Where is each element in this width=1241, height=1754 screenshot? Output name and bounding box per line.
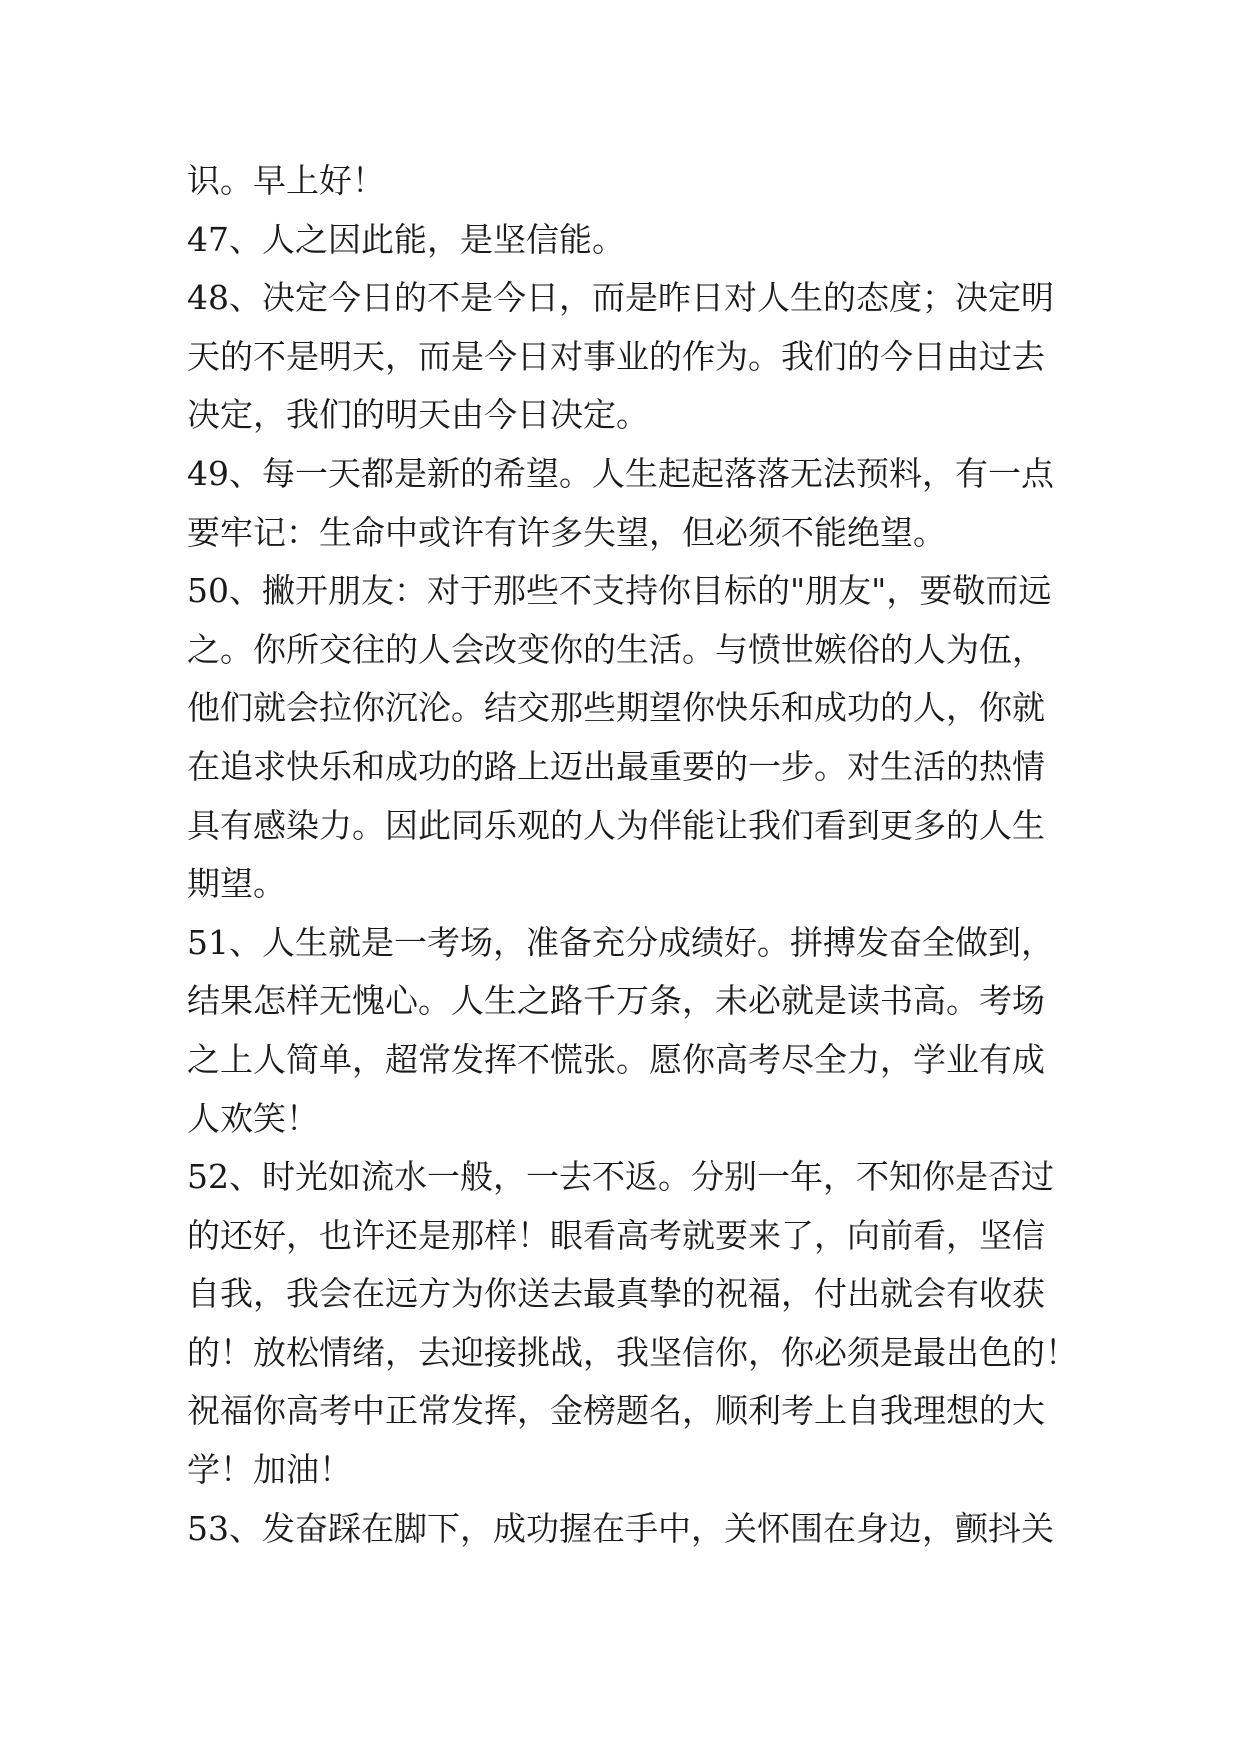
text-line: 49、每一天都是新的希望。人生起起落落无法预料，有一点	[187, 453, 1054, 493]
text-line: 要牢记：生命中或许有许多失望，但必须不能绝望。	[187, 512, 946, 552]
text-line: 之上人简单，超常发挥不慌张。愿你高考尽全力，学业有成	[187, 1039, 1045, 1079]
text-line: 48、决定今日的不是今日，而是昨日对人生的态度；决定明	[187, 278, 1054, 318]
text-line: 在追求快乐和成功的路上迈出最重要的一步。对生活的热情	[187, 746, 1045, 786]
text-line: 51、人生就是一考场，准备充分成绩好。拼搏发奋全做到，	[187, 922, 1054, 962]
text-line: 具有感染力。因此同乐观的人为伴能让我们看到更多的人生	[187, 805, 1045, 845]
text-line: 之。你所交往的人会改变你的生活。与愤世嫉俗的人为伍，	[187, 629, 1045, 669]
text-line: 学！加油！	[187, 1450, 352, 1490]
text-line: 自我，我会在远方为你送去最真挚的祝福，付出就会有收获	[187, 1274, 1045, 1314]
text-line: 结果怎样无愧心。人生之路千万条，未必就是读书高。考场	[187, 981, 1045, 1021]
text-line: 决定，我们的明天由今日决定。	[187, 395, 649, 435]
text-line: 50、撇开朋友：对于那些不支持你目标的"朋友"，要敬而远	[187, 571, 1052, 611]
text-line: 识。早上好！	[187, 161, 385, 200]
text-line: 的！放松情绪，去迎接挑战，我坚信你，你必须是最出色的！	[187, 1332, 1078, 1372]
text-line: 47、人之因此能，是坚信能。	[187, 219, 625, 259]
document-body	[187, 152, 1078, 1558]
text-line: 的还好，也许还是那样！眼看高考就要来了，向前看，坚信	[187, 1215, 1045, 1255]
text-line: 祝福你高考中正常发挥，金榜题名，顺利考上自我理想的大	[187, 1391, 1045, 1431]
text-line: 他们就会拉你沉沦。结交那些期望你快乐和成功的人，你就	[187, 688, 1045, 728]
text-line: 期望。	[187, 864, 286, 904]
text-line: 52、时光如流水一般，一去不返。分别一年，不知你是否过	[187, 1157, 1054, 1197]
text-line: 人欢笑！	[187, 1098, 319, 1138]
text-line: 53、发奋踩在脚下，成功握在手中，关怀围在身边，颤抖关	[187, 1508, 1054, 1548]
text-line: 天的不是明天，而是今日对事业的作为。我们的今日由过去	[187, 336, 1045, 376]
